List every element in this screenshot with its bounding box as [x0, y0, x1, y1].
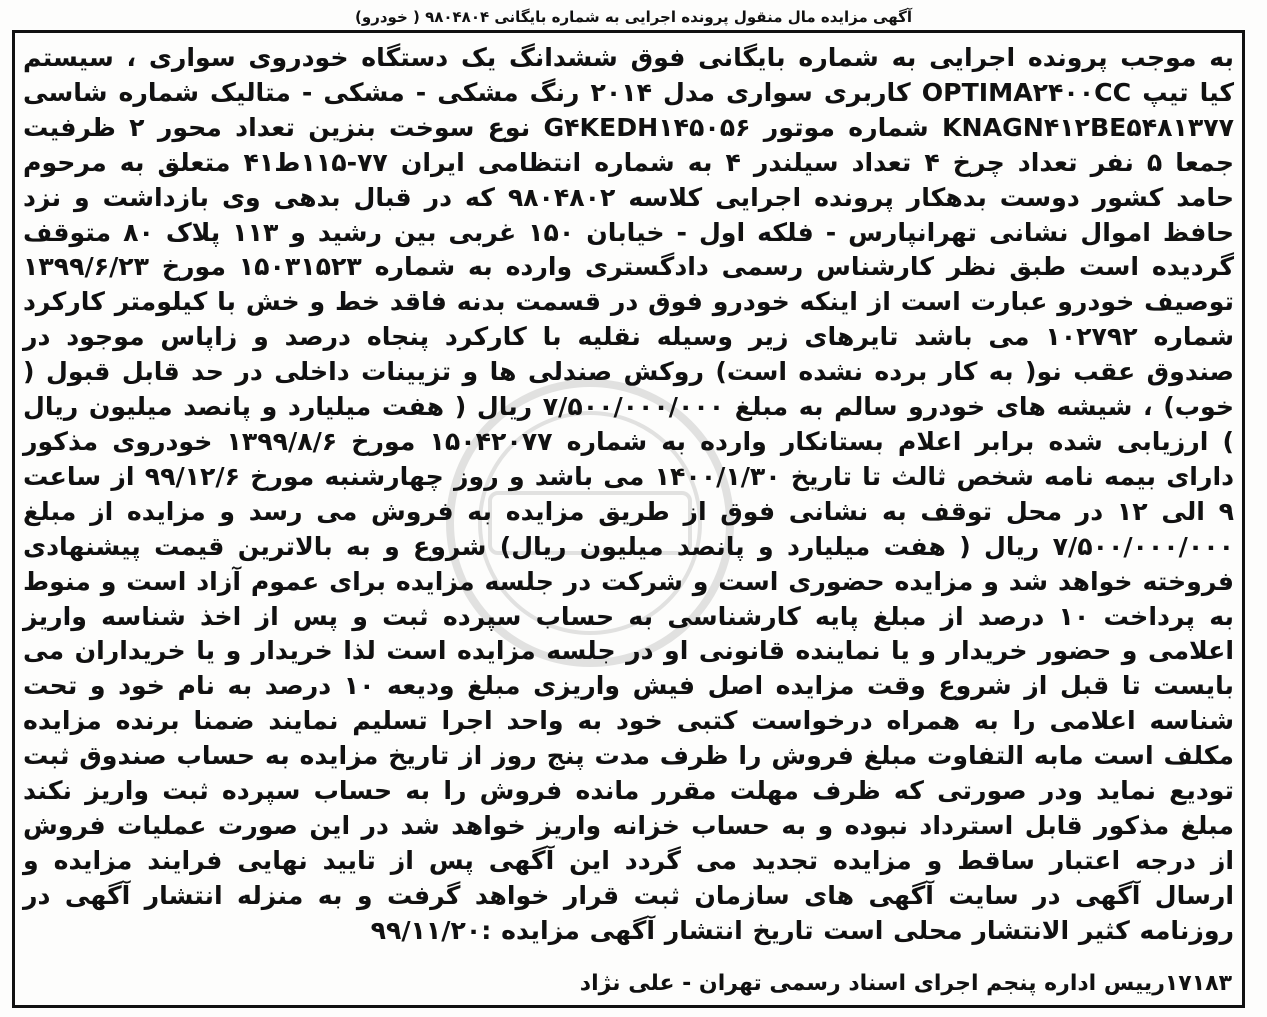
notice-signature: ۱۷۱۸۳رییس اداره پنجم اجرای اسناد رسمی تهران - علی نژاد	[579, 971, 1232, 996]
notice-header-title: آگهی مزایده مال منقول پرونده اجرایی به شماره بایگانی ۹۸۰۴۸۰۴ ( خودرو)	[355, 8, 912, 26]
notice-body-paragraph: به موجب پرونده اجرایی به شماره بایگانی فوق ششدانگ یک دستگاه خودروی سواری ، سیستم کیا تیپ OPTIMA۲۴۰۰CC کاربری سواری مدل ۲۰۱۴ رنگ مشکی - مشکی - متالیک شماره شاسی KNAGN۴۱۲BE۵۴۸۱۳۷۷ شماره موتور G۴KEDH۱۴۵۰۵۶ نوع سوخت بنزین تعداد محور ۲ ظرفیت جمعا ۵ نفر تعداد چرخ ۴ تعداد سیلندر ۴ به شماره انتظامی ایران ۷۷-۱۱۵ط۴۱ متعلق به مرحوم حامد کشور دوست بدهکار پرونده اجرایی کلاسه ۹۸۰۴۸۰۲ که در قبال بدهی وی بازداشت و نزد حافظ اموال نشانی تهرانپارس - فلکه اول - خیابان ۱۵۰ غربی بین رشید و ۱۱۳ پلاک ۸۰ متوقف گردیده است طبق نظر کارشناس رسمی دادگستری وارده به شماره ۱۵۰۳۱۵۲۳ مورخ ۱۳۹۹/۶/۲۳ توصیف خودرو عبارت است از اینکه خودرو فوق در قسمت بدنه فاقد خط و خش با کیلومتر کارکرد شماره ۱۰۲۷۹۲ می باشد تایرهای زیر وسیله نقلیه با کارکرد پنجاه درصد و زاپاس موجود در صندوق عقب نو( به کار برده نشده است) روکش صندلی ها و تزیینات داخلی در حد قابل قبول ( خوب) ، شیشه های خودرو سالم به مبلغ ۷/۵۰۰/۰۰۰/۰۰۰ ریال ( هفت میلیارد و پانصد میلیون ریال ) ارزیابی شده برابر اعلام بستانکار وارده به شماره ۱۵۰۴۲۰۷۷ مورخ ۱۳۹۹/۸/۶ خودروی مذکور دارای بیمه نامه شخص ثالث تا تاریخ ۱۴۰۰/۱/۳۰ می باشد و روز چهارشنبه مورخ ۹۹/۱۲/۶ از ساعت ۹ الی ۱۲ در محل توقف به نشانی فوق از طریق مزایده به فروش می رسد و مزایده از مبلغ ۷/۵۰۰/۰۰۰/۰۰۰ ریال ( هفت میلیارد و پانصد میلیون ریال) شروع و به بالاترین قیمت پیشنهادی فروخته خواهد شد و مزایده حضوری است و شرکت در جلسه مزایده برای عموم آزاد است و منوط به پرداخت ۱۰ درصد از مبلغ پایه کارشناسی به حساب سپرده ثبت و پس از اخذ شناسه واریز اعلامی و حضور خریدار و یا نماینده قانونی او در جلسه مزایده است لذا خریدار و یا خریداران می بایست تا قبل از شروع وقت مزایده اصل فیش واریزی مبلغ ودیعه ۱۰ درصد به نام خود و تحت شناسه اعلامی را به همراه درخواست کتبی خود به واحد اجرا تسلیم نمایند ضمنا برنده مزایده مکلف است مابه التفاوت مبلغ فروش را ظرف مدت پنج روز از تاریخ مزایده به حساب صندوق ثبت تودیع نماید ودر صورتی که ظرف مهلت مقرر مانده فروش را به حساب سپرده ثبت واریز نکند مبلغ مذکور قابل استرداد نبوده و به حساب خزانه واریز خواهد شد در این صورت عملیات فروش از درجه اعتبار ساقط و مزایده تجدید می گردد این آگهی پس از تایید نهایی فرایند مزایده و ارسال آگهی در سایت آگهی های سازمان ثبت قرار خواهد گرفت و به منزله انتشار آگهی در روزنامه کثیر الانتشار محلی است تاریخ انتشار آگهی مزایده :۹۹/۱۱/۲۰	[23, 43, 1235, 945]
notice-frame	[12, 30, 1245, 1008]
notice-body	[23, 41, 1234, 949]
